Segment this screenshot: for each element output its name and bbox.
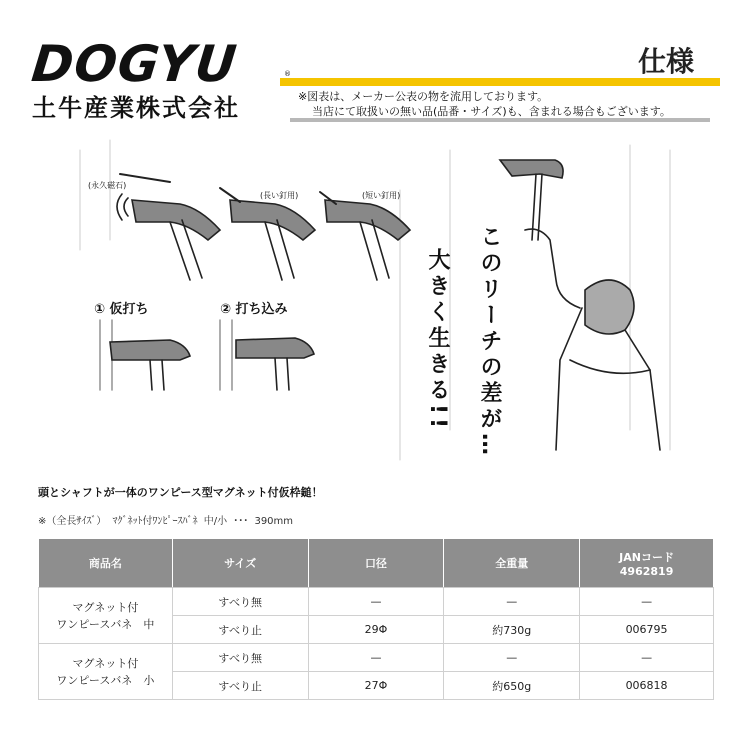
size-cell: すべり無 [172, 588, 308, 616]
registered-mark: ® [284, 70, 291, 78]
table-row [39, 644, 714, 672]
long-nail-label: (長い釘用) [260, 191, 299, 200]
header-size: サイズ [172, 539, 308, 588]
diameter-cell: — [308, 644, 444, 672]
product-name-line1: マグネット付 [72, 656, 139, 670]
weight-cell: — [444, 644, 580, 672]
header-jan-prefix: 4962819 [619, 564, 674, 578]
notice-line-2: 当店にて取扱いの無い品(品番・サイズ)も、含まれる場合もございます。 [312, 105, 671, 118]
notice-line-1: ※図表は、メーカー公表の物を流用しております。 [298, 90, 549, 103]
length-note: ※（全長ｻｲｽﾞ） ﾏｸﾞﾈｯﾄ付ﾜﾝﾋﾟｰｽﾊﾞﾈ 中/小 ･･･ 390mm [38, 516, 294, 527]
header-jan-label: JANコード [619, 550, 674, 564]
dogyu-logo [28, 35, 291, 93]
header-diameter: 口径 [308, 539, 444, 588]
weight-cell: 約730g [444, 616, 580, 644]
diameter-cell: 29Φ [308, 616, 444, 644]
step-1-label: ① 仮打ち [94, 302, 149, 317]
header-yellow-bar [280, 78, 720, 86]
jan-cell: 006818 [580, 672, 714, 700]
company-name: 土牛産業株式会社 [32, 94, 240, 122]
product-name-cell [39, 588, 173, 644]
product-name-line1: マグネット付 [72, 600, 139, 614]
magnet-label: (永久磁石) [88, 181, 127, 190]
size-cell: すべり無 [172, 644, 308, 672]
product-description: 頭とシャフトが一体のワンピース型マグネット付仮枠鎚！ [38, 486, 323, 499]
header-divider [290, 118, 710, 122]
jan-cell: 006795 [580, 616, 714, 644]
diameter-cell: — [308, 588, 444, 616]
size-cell: すべり止 [172, 672, 308, 700]
product-illustration [70, 130, 690, 470]
illustration-drawing [70, 130, 690, 470]
header-jan [580, 539, 714, 588]
weight-cell: — [444, 588, 580, 616]
header-weight: 全重量 [444, 539, 580, 588]
header-product-name: 商品名 [39, 539, 173, 588]
slogan-right: このリーチの差が… [477, 225, 502, 459]
table-header-row [39, 539, 714, 588]
jan-cell: — [580, 588, 714, 616]
product-name-cell [39, 644, 173, 700]
jan-cell: — [580, 644, 714, 672]
logo-text: DOGYU [28, 35, 240, 93]
product-name-line2: ワンピースバネ 中 [56, 617, 155, 631]
slogan-left: 大きく生きる!! [425, 248, 450, 433]
size-cell: すべり止 [172, 616, 308, 644]
table-row [39, 588, 714, 616]
notice-text [298, 89, 671, 119]
step-2-label: ② 打ち込み [220, 302, 288, 317]
spec-table [38, 538, 714, 700]
product-name-line2: ワンピースバネ 小 [56, 673, 155, 687]
diameter-cell: 27Φ [308, 672, 444, 700]
page-title: 仕様 [638, 45, 695, 78]
weight-cell: 約650g [444, 672, 580, 700]
short-nail-label: (短い釘用) [362, 191, 401, 200]
